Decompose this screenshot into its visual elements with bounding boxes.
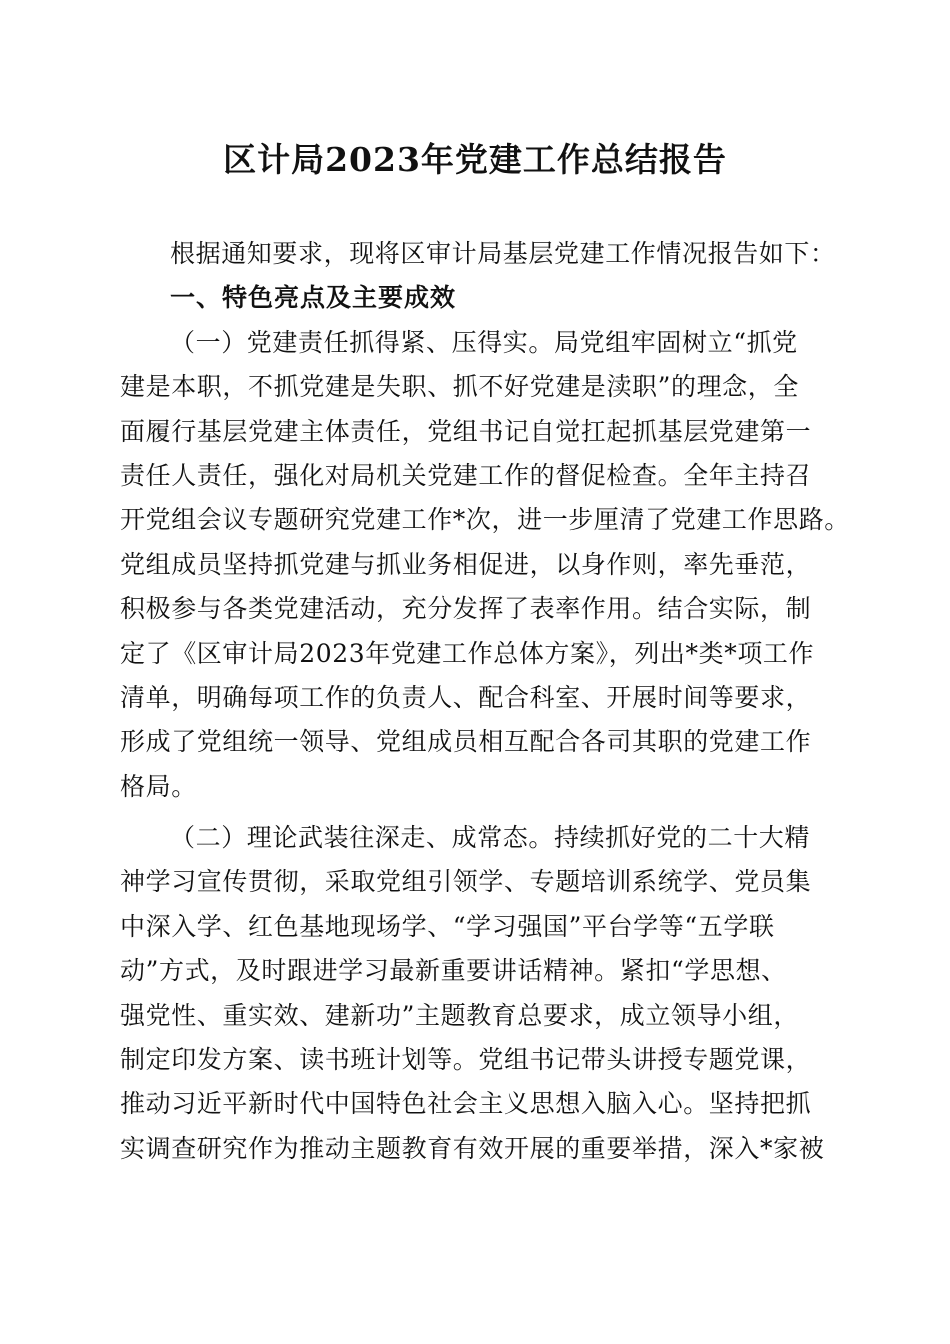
paragraph-line: 强党性、重实效、建新功”主题教育总要求，成立领导小组， (120, 1000, 799, 1030)
paragraph-line: 制定印发方案、读书班计划等。党组书记带头讲授专题党课， (120, 1045, 812, 1075)
document-body (120, 232, 850, 1171)
paragraph-line: 党组成员坚持抓党建与抓业务相促进，以身作则，率先垂范， (120, 549, 812, 579)
paragraph-line: 积极参与各类党建活动，充分发挥了表率作用。结合实际，制 (120, 594, 812, 624)
paragraph-line: 实调查研究作为推动主题教育有效开展的重要举措，深入*家被 (120, 1133, 825, 1163)
paragraph-line: 格局。 (120, 771, 197, 801)
paragraph-line: （一）党建责任抓得紧、压得实。局党组牢固树立“抓党 (170, 327, 798, 357)
paragraph-line: 面履行基层党建主体责任，党组书记自觉扛起抓基层党建第一 (120, 416, 812, 446)
paragraph-line: 动”方式，及时跟进学习最新重要讲话精神。紧扣“学思想、 (120, 956, 787, 986)
paragraph-line: （二）理论武装往深走、成常态。持续抓好党的二十大精 (170, 823, 811, 853)
paragraph-spacer (120, 809, 832, 816)
paragraph-line: 形成了党组统一领导、党组成员相互配合各司其职的党建工作 (120, 727, 812, 757)
paragraph-line: 建是本职，不抓党建是失职、抓不好党建是渎职”的理念，全 (120, 372, 799, 402)
document-title: 区计局2023年党建工作总结报告 (223, 140, 727, 179)
paragraph-line: 责任人责任，强化对局机关党建工作的督促检查。全年主持召 (120, 460, 812, 490)
paragraph-2 (120, 816, 832, 1171)
intro-paragraph: 根据通知要求，现将区审计局基层党建工作情况报告如下： (170, 239, 836, 268)
paragraph-line: 开党组会议专题研究党建工作*次，进一步厘清了党建工作思路。 (120, 505, 850, 535)
paragraph-line: 神学习宣传贯彻，采取党组引领学、专题培训系统学、党员集 (120, 867, 812, 897)
paragraph-1 (120, 321, 850, 809)
paragraph-line: 定了《区审计局2023年党建工作总体方案》，列出*类*项工作 (120, 638, 815, 668)
paragraph-line: 清单，明确每项工作的负责人、配合科室、开展时间等要求， (120, 682, 812, 712)
paragraph-line: 中深入学、红色基地现场学、“学习强国”平台学等“五学联 (120, 911, 775, 941)
section-heading: 一、特色亮点及主要成效 (170, 283, 457, 313)
paragraph-line: 推动习近平新时代中国特色社会主义思想入脑入心。坚持把抓 (120, 1089, 812, 1119)
